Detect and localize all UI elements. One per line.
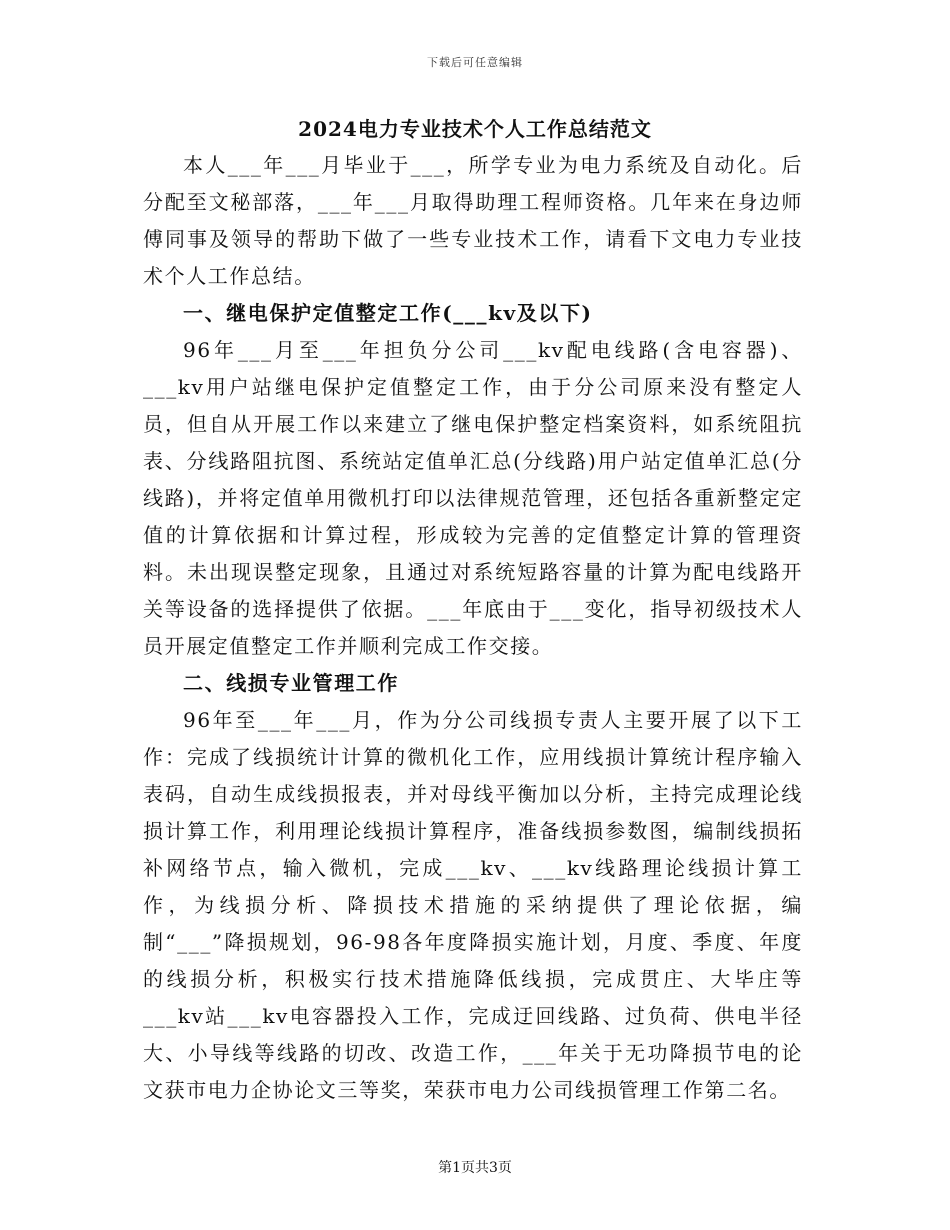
line-loss-paragraph: 96年至___年___月，作为分公司线损专责人主要开展了以下工作：完成了线损统计计算的微机化工作，应用线损计算统计程序输入表码，自动生成线损报表，并对母线平衡加以分析，主持完成理论线损计算工作，利用理论线损计算程序，准备线损参数图，编制线损拓补网络节点，输入微机，完成___kv、___kv线路理论线损计算工作，为线损分析、降损技术措施的采纳提供了理论依据，编制“___”降损规划，96-98各年度降损实施计划，月度、季度、年度的线损分析，积极实行技术措施降低线损，完成贯庄、大毕庄等___kv站___kv电容器投入工作，完成迂回线路、过负荷、供电半径大、小导线等线路的切改、改造工作，___年关于无功降损节电的论文获市电力企协论文三等奖，荣获市电力公司线损管理工作第二名。 [143,708,803,1102]
relay-protection-paragraph: 96年___月至___年担负分公司___kv配电线路(含电容器)、___kv用户站继电保护定值整定工作，由于分公司原来没有整定人员，但自从开展工作以来建立了继电保护整定档案资料，如系统阻抗表、分线路阻抗图、系统站定值单汇总(分线路)用户站定值单汇总(分线路)，并将定值单用微机打印以法律规范管理，还包括各重新整定定值的计算依据和计算过程，形成较为完善的定值整定计算的管理资料。未出现误整定现象，且通过对系统短路容量的计算为配电线路开关等设备的选择提供了依据。___年底由于___变化，指导初级技术人员开展定值整定工作并顺利完成工作交接。 [143,338,803,658]
page-number: 第1页共3页 [438,1160,512,1176]
document-title: 2024电力专业技术个人工作总结范文 [298,117,652,141]
section-heading-relay-protection: 一、继电保护定值整定工作(___kv及以下) [183,301,593,325]
document-body [143,147,803,1109]
section-heading-line-loss: 二、线损专业管理工作 [183,671,399,695]
intro-paragraph: 本人___年___月毕业于___，所学专业为电力系统及自动化。后分配至文秘部落，___年___月取得助理工程师资格。几年来在身边师傅同事及领导的帮助下做了一些专业技术工作，请看下文电力专业技术个人工作总结。 [143,153,803,288]
header-note: 下载后可任意编辑 [427,56,523,69]
